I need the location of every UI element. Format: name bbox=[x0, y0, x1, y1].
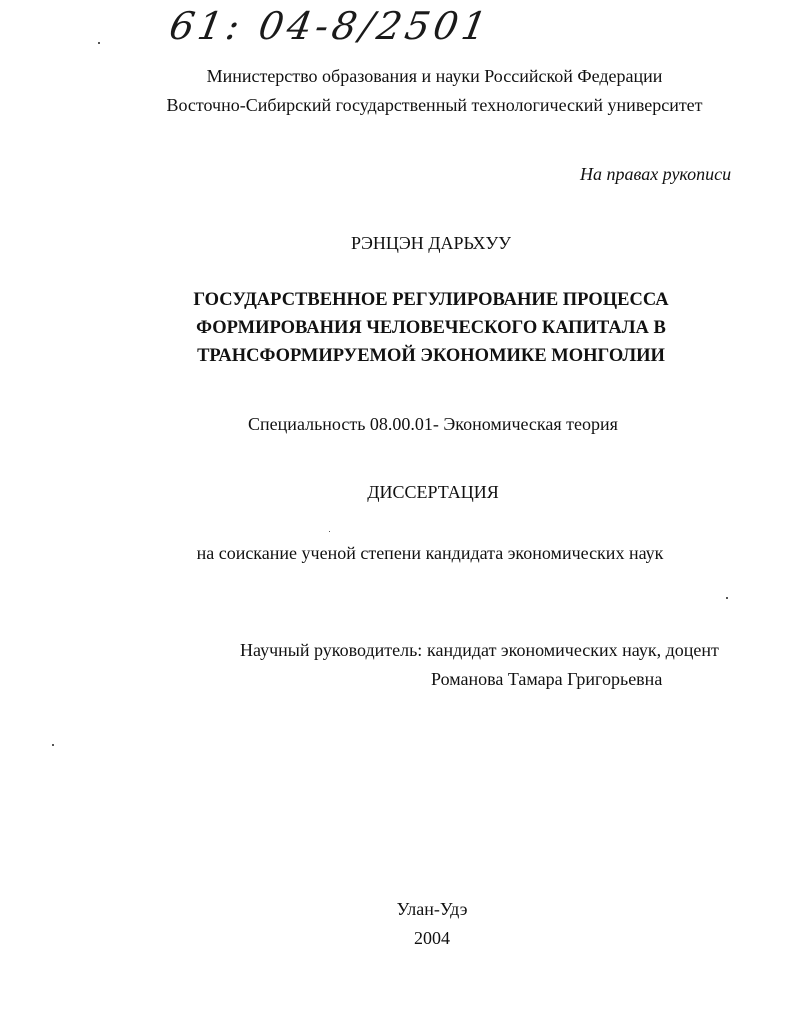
specialty: Специальность 08.00.01- Экономическая теория bbox=[248, 414, 618, 434]
title-line-1: ГОСУДАРСТВЕННОЕ РЕГУЛИРОВАНИЕ ПРОЦЕССА bbox=[193, 290, 669, 310]
title-line-3: ТРАНСФОРМИРУЕМОЙ ЭКОНОМИКЕ МОНГОЛИИ bbox=[197, 346, 665, 366]
dissertation-title bbox=[0, 286, 799, 370]
title-line-2: ФОРМИРОВАНИЯ ЧЕЛОВЕЧЕСКОГО КАПИТАЛА В bbox=[196, 318, 666, 338]
scan-speck bbox=[329, 531, 330, 532]
ministry-name: Министерство образования и науки Российской Федерации bbox=[206, 66, 663, 86]
city: Улан-Удэ bbox=[396, 899, 468, 919]
author-name: РЭНЦЭН ДАРЬХУУ bbox=[350, 233, 512, 253]
manuscript-note: На правах рукописи bbox=[580, 164, 732, 184]
advisor-name: Романова Тамара Григорьевна bbox=[431, 669, 663, 689]
scan-speck bbox=[98, 42, 100, 44]
document-type: ДИССЕРТАЦИЯ bbox=[367, 482, 499, 502]
scan-speck bbox=[52, 744, 54, 746]
scan-speck bbox=[726, 597, 728, 599]
degree-statement: на соискание ученой степени кандидата экономических наук bbox=[196, 543, 664, 563]
archive-mark-handwritten: 61: 04-8/2501 bbox=[166, 4, 495, 48]
advisor-degree: кандидат экономических наук, доцент bbox=[427, 640, 719, 660]
university-name: Восточно-Сибирский государственный технологический университет bbox=[166, 95, 703, 115]
year: 2004 bbox=[414, 928, 450, 948]
advisor-label: Научный руководитель: bbox=[240, 640, 423, 660]
